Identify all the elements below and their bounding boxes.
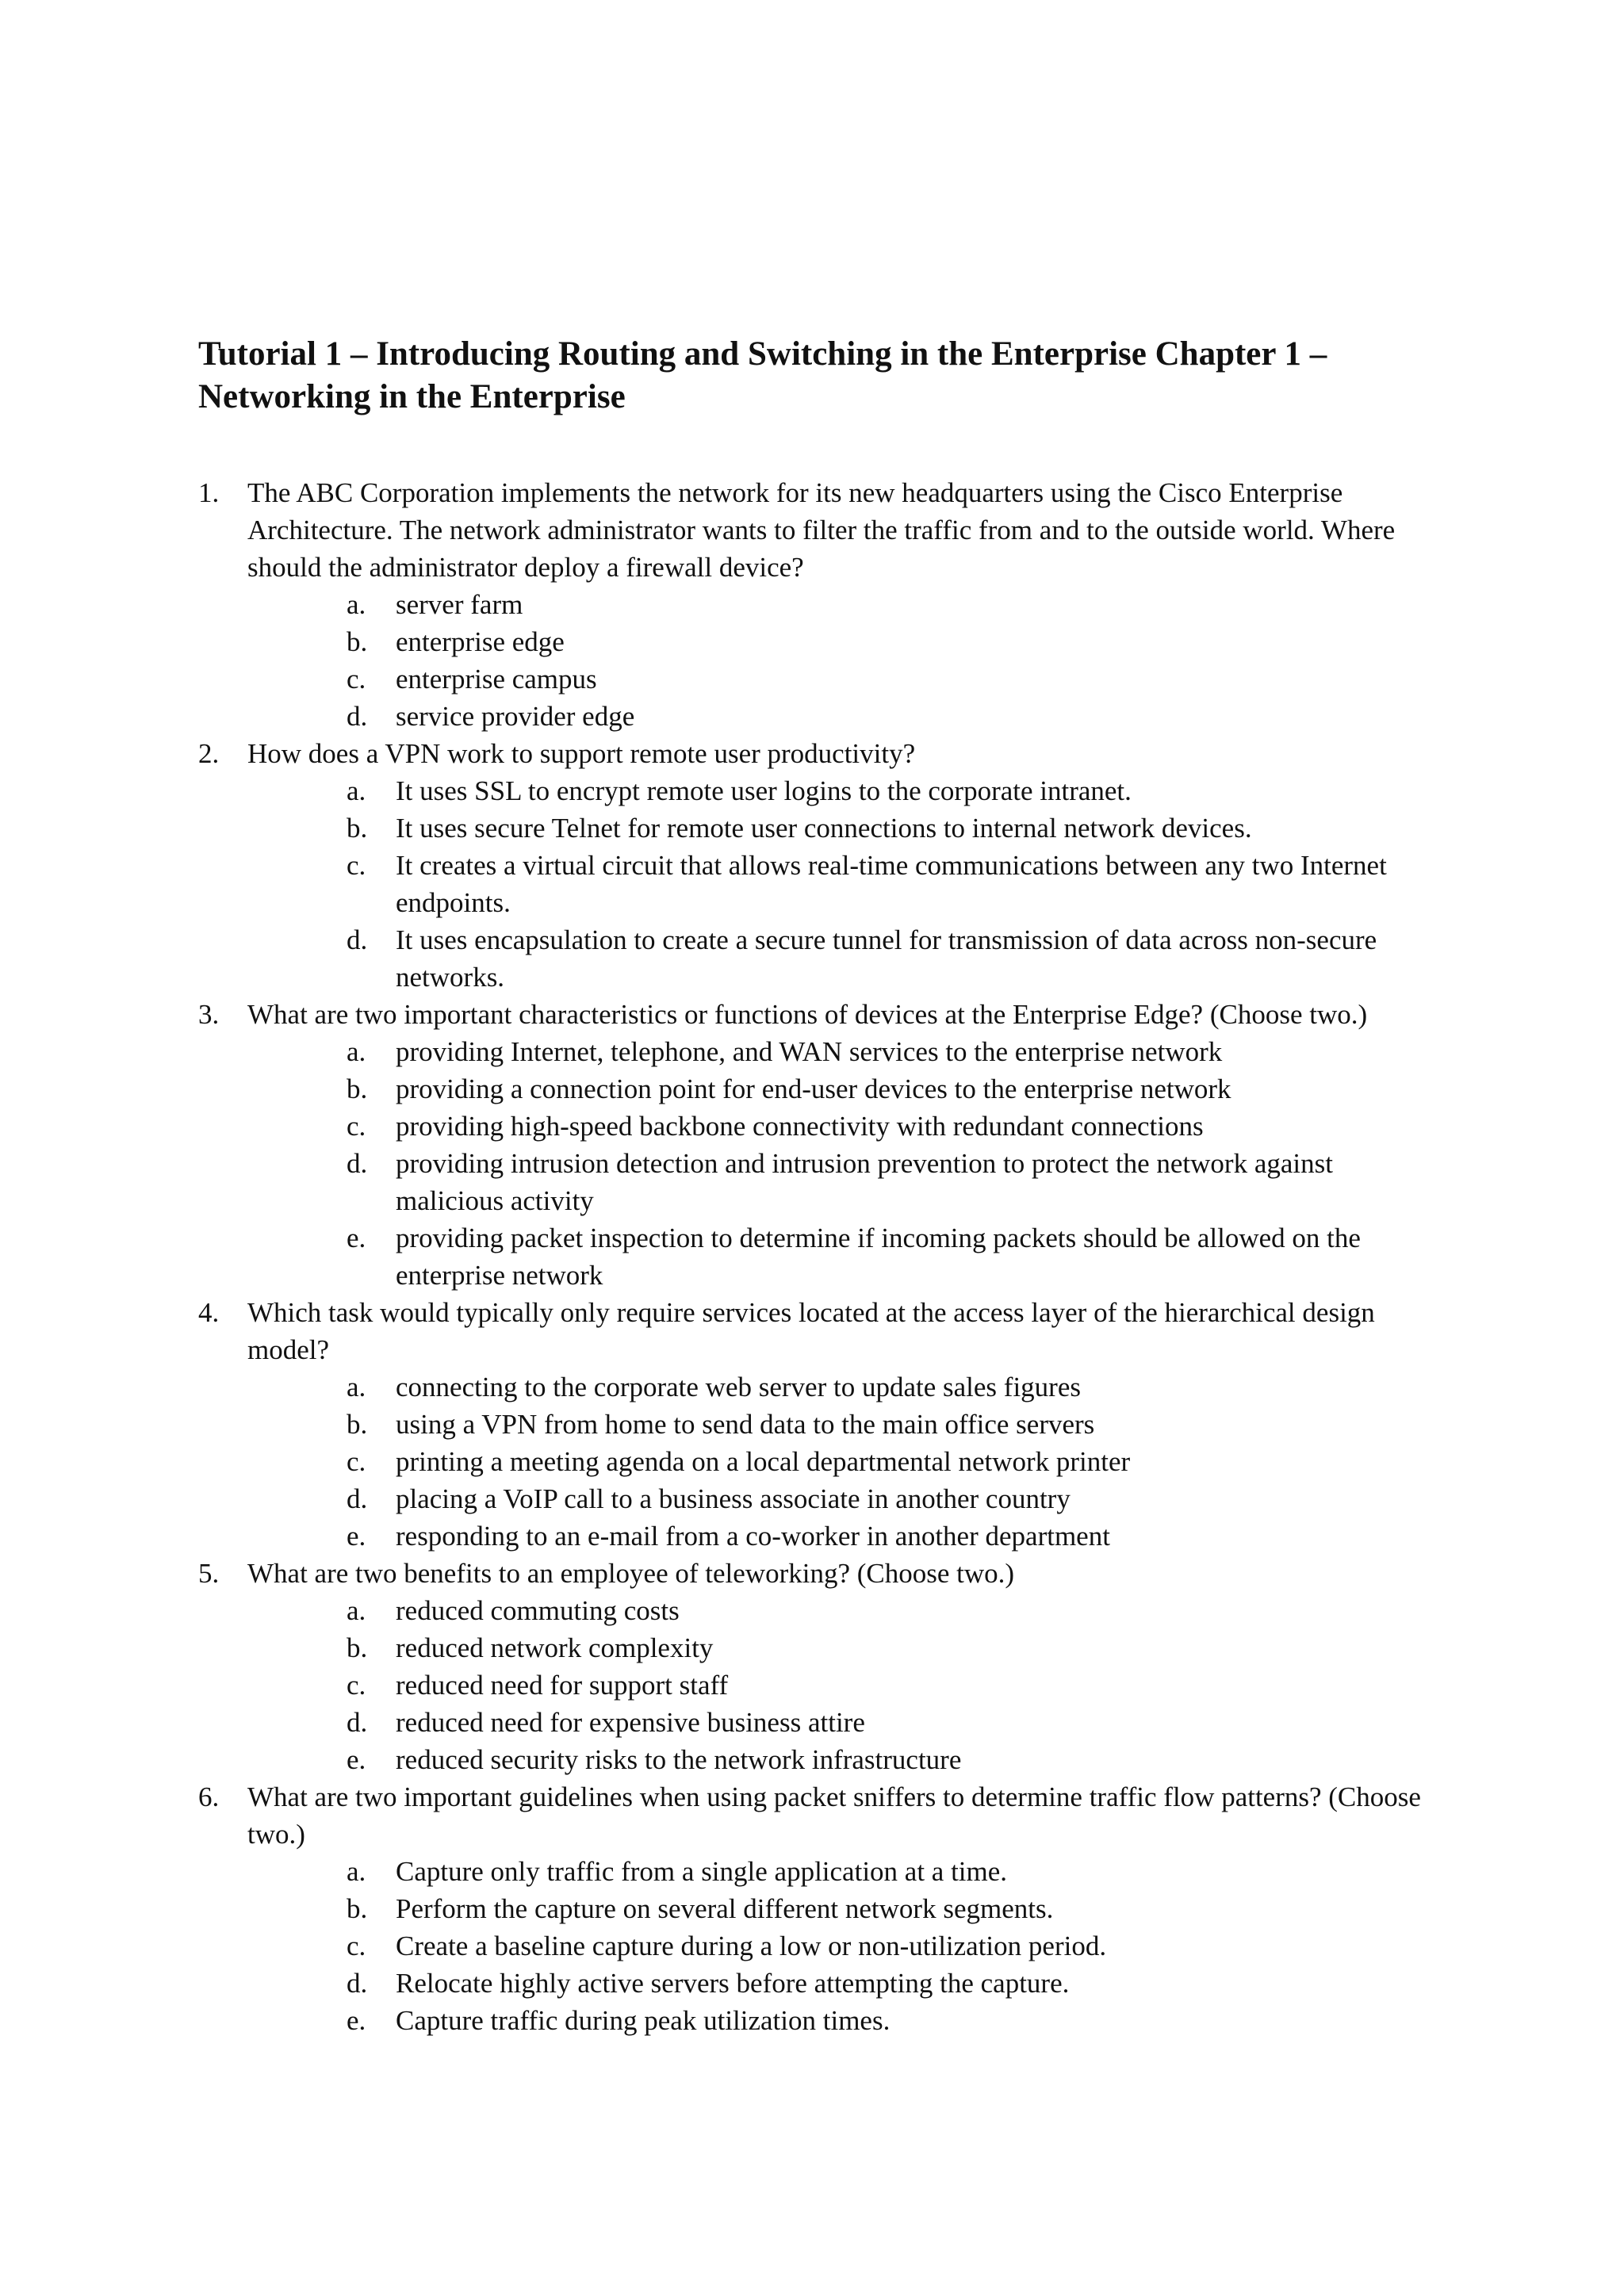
option-text: enterprise campus bbox=[396, 664, 597, 695]
answer-option bbox=[347, 1927, 1435, 1965]
option-letter: e. bbox=[347, 1223, 366, 1253]
question-item bbox=[198, 735, 1435, 996]
option-letter: b. bbox=[347, 1409, 368, 1440]
question-number: 4. bbox=[198, 1297, 220, 1328]
option-letter: d. bbox=[347, 1968, 368, 1999]
answer-option bbox=[347, 1033, 1435, 1070]
option-letter: e. bbox=[347, 1744, 366, 1775]
option-letter: d. bbox=[347, 1483, 368, 1514]
document-page bbox=[198, 333, 1435, 2039]
answer-options bbox=[247, 1592, 1435, 1778]
option-letter: a. bbox=[347, 1595, 366, 1626]
answer-options bbox=[247, 1033, 1435, 1294]
option-letter: c. bbox=[347, 1111, 366, 1142]
answer-option bbox=[347, 1145, 1435, 1219]
option-text: placing a VoIP call to a business associate in another country bbox=[396, 1483, 1071, 1514]
option-text: It uses encapsulation to create a secure tunnel for transmission of data across non-secure networks. bbox=[396, 924, 1377, 993]
option-letter: e. bbox=[347, 1521, 366, 1552]
option-letter: c. bbox=[347, 1931, 366, 1961]
option-letter: c. bbox=[347, 850, 366, 881]
option-letter: d. bbox=[347, 924, 368, 955]
option-letter: a. bbox=[347, 1372, 366, 1402]
option-text: It creates a virtual circuit that allows real-time communications between any two Internet endpoints. bbox=[396, 850, 1387, 918]
option-text: Perform the capture on several different network segments. bbox=[396, 1893, 1054, 1924]
answer-option bbox=[347, 921, 1435, 996]
option-text: providing intrusion detection and intrusion prevention to protect the network against malicious activity bbox=[396, 1148, 1333, 1216]
option-letter: b. bbox=[347, 626, 368, 657]
option-text: server farm bbox=[396, 589, 523, 620]
option-letter: d. bbox=[347, 701, 368, 732]
option-text: reduced network complexity bbox=[396, 1632, 714, 1663]
option-letter: a. bbox=[347, 589, 366, 620]
answer-option bbox=[347, 2002, 1435, 2039]
answer-options bbox=[247, 772, 1435, 996]
answer-option bbox=[347, 1406, 1435, 1443]
option-text: connecting to the corporate web server to update sales figures bbox=[396, 1372, 1081, 1402]
question-item bbox=[198, 996, 1435, 1294]
question-number: 6. bbox=[198, 1781, 220, 1812]
answer-option bbox=[347, 1480, 1435, 1517]
option-letter: b. bbox=[347, 1632, 368, 1663]
answer-option bbox=[347, 1070, 1435, 1108]
answer-options bbox=[247, 1853, 1435, 2039]
question-text: What are two important guidelines when using packet sniffers to determine traffic flow patterns? (Choose two.) bbox=[247, 1781, 1421, 1850]
question-item bbox=[198, 1555, 1435, 1778]
answer-option bbox=[347, 1667, 1435, 1704]
answer-option bbox=[347, 1704, 1435, 1741]
answer-option bbox=[347, 1219, 1435, 1294]
page-title: Tutorial 1 – Introducing Routing and Switching in the Enterprise Chapter 1 – Networking in the Enterprise bbox=[198, 335, 1327, 415]
answer-option bbox=[347, 1443, 1435, 1480]
option-letter: c. bbox=[347, 1670, 366, 1701]
question-item bbox=[198, 474, 1435, 735]
option-text: using a VPN from home to send data to the main office servers bbox=[396, 1409, 1095, 1440]
option-text: Capture traffic during peak utilization times. bbox=[396, 2005, 891, 2036]
answer-option bbox=[347, 772, 1435, 809]
answer-option bbox=[347, 1629, 1435, 1667]
option-text: It uses SSL to encrypt remote user logins to the corporate intranet. bbox=[396, 775, 1132, 806]
option-letter: b. bbox=[347, 1073, 368, 1104]
option-letter: d. bbox=[347, 1707, 368, 1738]
option-letter: a. bbox=[347, 1856, 366, 1887]
answer-option bbox=[347, 1853, 1435, 1890]
option-text: providing Internet, telephone, and WAN services to the enterprise network bbox=[396, 1036, 1223, 1067]
answer-option bbox=[347, 698, 1435, 735]
answer-option bbox=[347, 1741, 1435, 1778]
answer-option bbox=[347, 623, 1435, 660]
option-letter: a. bbox=[347, 775, 366, 806]
answer-option bbox=[347, 1965, 1435, 2002]
question-text: Which task would typically only require services located at the access layer of the hierarchical design model? bbox=[247, 1297, 1375, 1365]
option-text: reduced security risks to the network infrastructure bbox=[396, 1744, 962, 1775]
question-number: 2. bbox=[198, 738, 220, 769]
question-text: What are two benefits to an employee of teleworking? (Choose two.) bbox=[247, 1558, 1015, 1589]
option-text: Capture only traffic from a single application at a time. bbox=[396, 1856, 1008, 1887]
question-text: The ABC Corporation implements the network for its new headquarters using the Cisco Enterprise Architecture. The network administrator wants to filter the traffic from and to the outside world. Where should the administrator deploy a firewall device? bbox=[247, 477, 1396, 583]
question-list bbox=[198, 474, 1435, 2039]
answer-option bbox=[347, 1368, 1435, 1406]
answer-option bbox=[347, 1108, 1435, 1145]
option-text: providing high-speed backbone connectivity with redundant connections bbox=[396, 1111, 1204, 1142]
option-text: Relocate highly active servers before attempting the capture. bbox=[396, 1968, 1070, 1999]
option-text: reduced need for expensive business attire bbox=[396, 1707, 865, 1738]
question-number: 3. bbox=[198, 999, 220, 1030]
option-text: providing packet inspection to determine if incoming packets should be allowed on the enterprise network bbox=[396, 1223, 1361, 1291]
option-letter: c. bbox=[347, 664, 366, 695]
question-item bbox=[198, 1294, 1435, 1555]
option-text: reduced commuting costs bbox=[396, 1595, 680, 1626]
option-text: providing a connection point for end-user devices to the enterprise network bbox=[396, 1073, 1231, 1104]
option-letter: c. bbox=[347, 1446, 366, 1477]
question-number: 5. bbox=[198, 1558, 220, 1589]
option-text: reduced need for support staff bbox=[396, 1670, 729, 1701]
option-text: Create a baseline capture during a low or non-utilization period. bbox=[396, 1931, 1107, 1961]
option-letter: e. bbox=[347, 2005, 366, 2036]
option-text: printing a meeting agenda on a local departmental network printer bbox=[396, 1446, 1131, 1477]
option-text: enterprise edge bbox=[396, 626, 565, 657]
question-text: What are two important characteristics or functions of devices at the Enterprise Edge? (Choose two.) bbox=[247, 999, 1368, 1030]
answer-option bbox=[347, 660, 1435, 698]
option-letter: d. bbox=[347, 1148, 368, 1179]
question-item bbox=[198, 1778, 1435, 2039]
option-letter: b. bbox=[347, 813, 368, 844]
option-text: It uses secure Telnet for remote user connections to internal network devices. bbox=[396, 813, 1252, 844]
question-text: How does a VPN work to support remote user productivity? bbox=[247, 738, 916, 769]
answer-option bbox=[347, 586, 1435, 623]
answer-options bbox=[247, 1368, 1435, 1555]
option-letter: b. bbox=[347, 1893, 368, 1924]
answer-option bbox=[347, 1592, 1435, 1629]
option-letter: a. bbox=[347, 1036, 366, 1067]
answer-option bbox=[347, 1890, 1435, 1927]
answer-option bbox=[347, 809, 1435, 847]
answer-options bbox=[247, 586, 1435, 735]
option-text: service provider edge bbox=[396, 701, 635, 732]
option-text: responding to an e-mail from a co-worker in another department bbox=[396, 1521, 1110, 1552]
answer-option bbox=[347, 847, 1435, 921]
answer-option bbox=[347, 1517, 1435, 1555]
question-number: 1. bbox=[198, 477, 220, 508]
